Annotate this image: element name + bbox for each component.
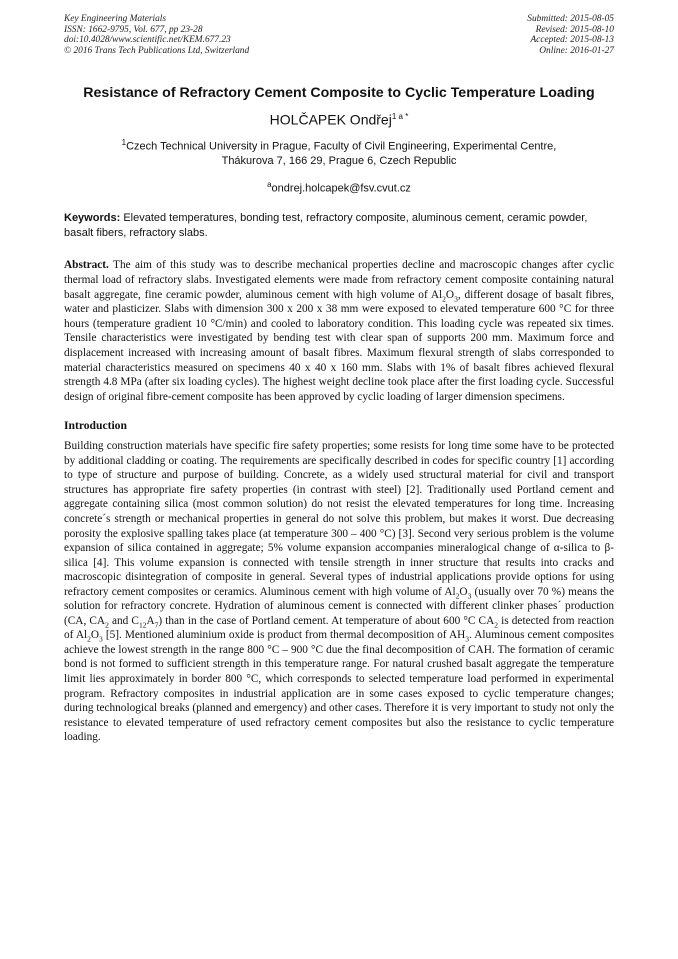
journal-copyright: © 2016 Trans Tech Publications Ltd, Switzerland	[64, 45, 250, 56]
intro-text-7: [5]. Mentioned aluminium oxide is product from thermal decomposition of AH	[102, 629, 466, 642]
email-sup: a	[267, 179, 272, 189]
intro-text-6: is detected from reaction of Al	[64, 614, 614, 642]
affiliation-line1: Czech Technical University in Prague, Faculty of Civil Engineering, Experimental Centre,	[126, 140, 557, 153]
keywords	[64, 211, 614, 241]
formula-sub: 3	[99, 634, 103, 644]
author-name: HOLČAPEK Ondřej	[269, 112, 392, 129]
intro-text-3: and C	[108, 614, 139, 627]
author-line	[64, 108, 614, 129]
introduction-paragraph	[64, 439, 614, 744]
intro-text-2: (usually over 70 %) means the solution for refractory concrete. Hydration of aluminous cement is connected with different clinker phases´ production (CA, CA	[64, 585, 614, 627]
keywords-label: Keywords:	[64, 212, 121, 225]
affiliation-sup: 1	[121, 138, 127, 148]
formula-sub: 12	[138, 620, 147, 630]
email-address[interactable]: ondrej.holcapek@fsv.cvut.cz	[271, 182, 411, 195]
intro-text-5: ) than in the case of Portland cement. At temperature of about 600 °C CA	[158, 614, 495, 627]
affiliation-line2: Thákurova 7, 166 29, Prague 6, Czech Republic	[221, 154, 457, 167]
formula-sub: 2	[494, 620, 498, 630]
keywords-text: Elevated temperatures, bonding test, refractory composite, aluminous cement, ceramic powder, basalt fibers, refractory slabs.	[64, 212, 588, 240]
formula-sub: 2	[87, 634, 91, 644]
journal-name: Key Engineering Materials	[64, 14, 167, 24]
formula-o: O	[459, 585, 468, 598]
date-submitted: Submitted: 2015-08-05	[527, 14, 614, 24]
formula-sub: 2	[105, 620, 109, 630]
abstract-text-1: The aim of this study was to describe mechanical properties decline and macroscopic changes after cyclic thermal load of refractory slabs. Investigated elements were made from refractory cement composite containing natural basalt aggregate, fine ceramic powder, aluminous cement with high volume of Al	[64, 259, 614, 301]
formula-o: O	[445, 288, 455, 301]
author-sup: 1 a *	[391, 112, 409, 122]
date-accepted: Accepted: 2015-08-13	[530, 35, 614, 46]
journal-header	[64, 14, 614, 56]
formula-o: O	[90, 629, 100, 642]
intro-text-4: A	[146, 614, 155, 627]
abstract-text-2: , different dosage of basalt fibres, water and plasticizer. Slabs with dimension 300 x 200 x 38 mm were exposed to elevated temperature 600 °C for three hours (temperature gradient 10 °C/min) and cooled to laboratory condition. This loading cycle was repeated six times. Tensile characteristics were investigated by bending test with clear span of supports 200 mm. Maximum force and displacement increased with increasing amount of basalt fibres. Maximum flexural strength of slabs corresponded to material characteristics measured on specimens 40 x 40 x 160 mm. Slabs with 1% of basalt fibres achieved flexural strength 4.8 MPa (after six loading cycles). The highest weight decline took place after the first loading cycle. Successful design of original fibre-cement composite has been approved by cyclic loading of larger dimension specimens.	[64, 288, 614, 403]
date-revised: Revised: 2015-08-10	[535, 24, 614, 35]
intro-text-8: . Aluminous cement composites achieve the lowest strength in the range 800 °C – 900 °C due the final decomposition of CAH. The formation of ceramic bond is not formed to sufficient strength in this temperature range. For natural crushed basalt aggregate the temperature limit lies approximately in border 800 °C, which corresponds to selected temperature load performed in experimental program. Refractory composites in industrial application are in some cases exposed to cyclic temperature changes; during technological breaks (planned and emergency) and other cases. Therefore it is very important to study not only the resistance to elevated temperature of used refractory cement composites but also the resistance to cyclic temperature loading.	[64, 629, 614, 744]
formula-sub: 3	[467, 591, 472, 600]
journal-doi: doi:10.4028/www.scientific.net/KEM.677.23	[64, 35, 231, 46]
email-line	[64, 178, 614, 196]
journal-issn: ISSN: 1662-9795, Vol. 677, pp 23-28	[64, 24, 203, 35]
affiliation	[64, 136, 614, 168]
formula-sub: 3	[465, 634, 470, 644]
section-heading-introduction: Introduction	[64, 419, 127, 433]
formula-sub: 2	[455, 591, 460, 600]
formula-sub: 2	[442, 293, 446, 303]
journal-dates	[527, 14, 614, 56]
formula-sub: 7	[154, 620, 159, 630]
paper-title: Resistance of Refractory Cement Composite to Cyclic Temperature Loading	[83, 85, 595, 102]
abstract	[64, 258, 614, 404]
date-online: Online: 2016-01-27	[539, 45, 614, 56]
abstract-label: Abstract.	[64, 259, 109, 272]
formula-sub: 3	[454, 293, 458, 303]
intro-text-1: Building construction materials have specific fire safety properties; some resists for long time some have to be protected by additional cladding or coating. The requirements are specifically described in codes for specific country [1] according to type of structure and purpose of building. Concrete, as a widely used structural material for civil and transport structures has appropriate fire safety properties (in contrast with steel) [2]. Traditionally used Portland cement and aggregate containing silica (most common solution) do not resist the elevated temperatures for long time. Increasing concrete´s strength or mechanical properties in general do not solve this problem, but makes it worst. Due decreasing porosity the explosive spalling takes place (at temperature 300 – 400 °C) [3]. Second very serious problem is the volume expansion of silica contained in aggregate; 5% volume expansion accompanies mineralogical change of α-silica to β-silica [4]. This volume expansion is connected with tensile strength in inner structure that results into cracks and macroscopic disintegration of composite in general. Several types of industrial applications provide options for using refractory cement composites or ceramics. Aluminous cement with high volume of Al	[64, 440, 614, 598]
journal-info	[64, 14, 249, 56]
